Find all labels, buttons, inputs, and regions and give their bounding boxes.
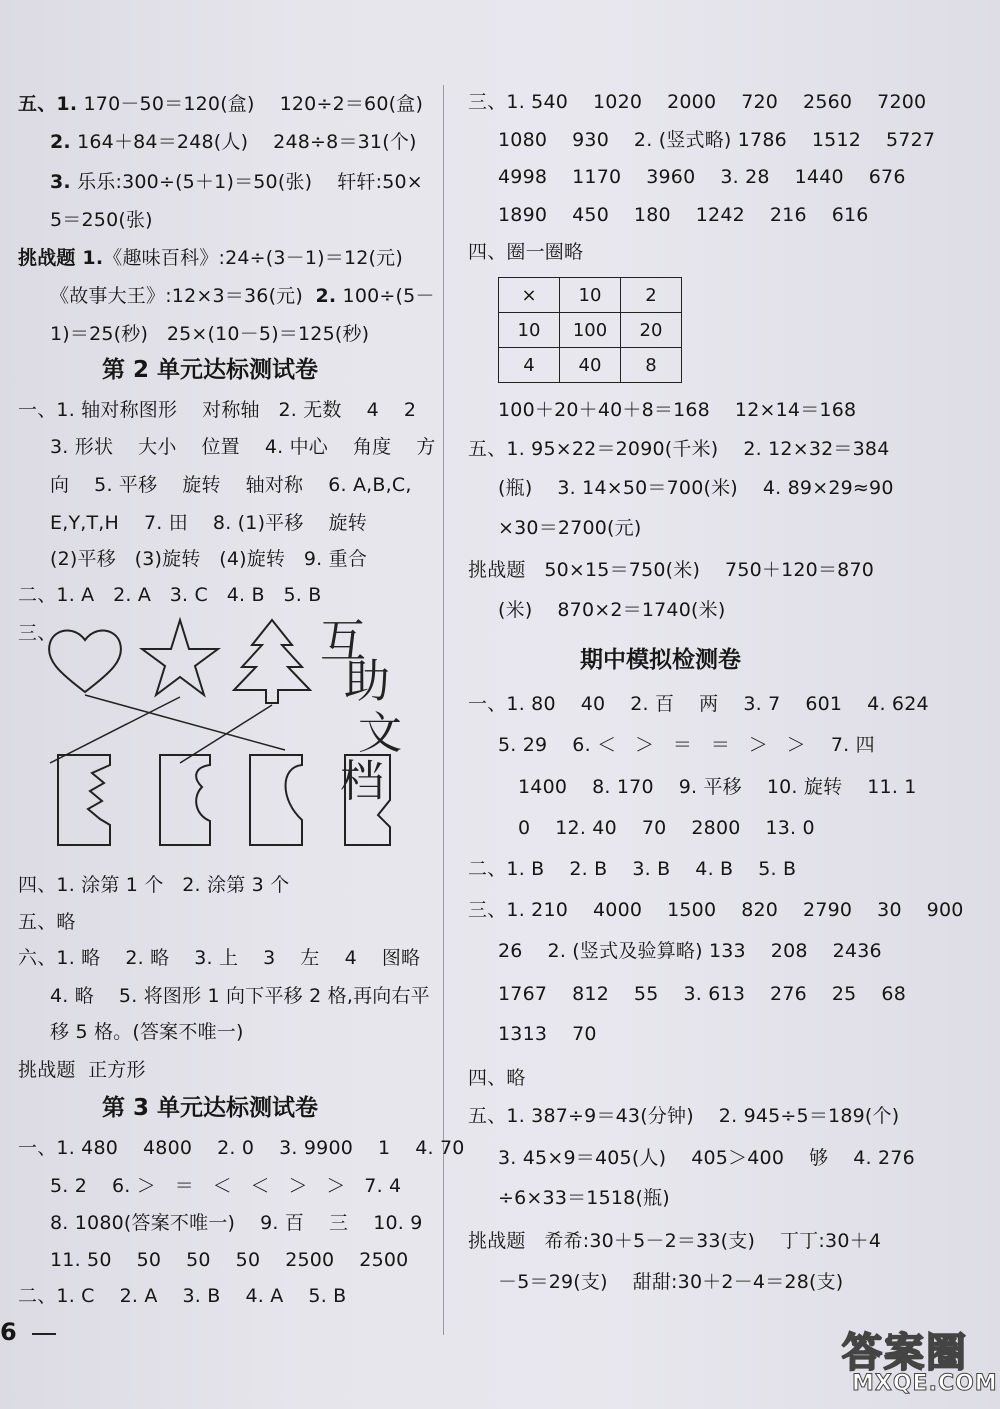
bracket-piece — [160, 755, 210, 845]
midterm-line-6: 三、1. 210 4000 1500 820 2790 30 900 — [468, 899, 964, 921]
table-cell: 2 — [621, 278, 682, 313]
midterm-title: 期中模拟检测卷 — [580, 647, 741, 673]
table-row — [499, 348, 682, 383]
table-cell: 40 — [560, 348, 621, 383]
unit-3-title: 第 3 单元达标测试卷 — [102, 1095, 319, 1121]
unit3-line-3: 8. 1080(答案不唯一) 9. 百 三 10. 9 — [50, 1212, 423, 1234]
right-line-11: (米) 870×2＝1740(米) — [498, 599, 726, 621]
unit2-line-7: 三、 — [18, 622, 57, 644]
table-cell: 100 — [560, 313, 621, 348]
table-row — [499, 313, 682, 348]
page-number-dash — [32, 1333, 56, 1335]
curve-piece — [250, 755, 302, 845]
unit2-line-2: 3. 形状 大小 位置 4. 中心 角度 方 — [50, 436, 436, 458]
midterm-line-13: ÷6×33＝1518(瓶) — [498, 1187, 670, 1209]
unit-2-title: 第 2 单元达标测试卷 — [102, 357, 319, 383]
right-line-4: 1890 450 180 1242 216 616 — [498, 204, 869, 226]
unit2-line-4: E,Y,T,H 7. 田 8. (1)平移 旋转 — [50, 512, 367, 534]
right-line-9: ×30＝2700(元) — [498, 517, 642, 539]
right-line-10: 挑战题 50×15＝750(米) 750＋120＝870 — [468, 559, 875, 581]
right-line-7: 五、1. 95×22＝2090(千米) 2. 12×32＝384 — [468, 438, 890, 460]
zigzag-piece — [58, 755, 110, 845]
midterm-line-5: 二、1. B 2. B 3. B 4. B 5. B — [468, 858, 797, 880]
unit2-line-1: 一、1. 轴对称图形 对称轴 2. 无数 4 2 — [18, 399, 417, 421]
right-line-6: 100＋20＋40＋8＝168 12×14＝168 — [498, 399, 857, 421]
star-shape — [142, 620, 218, 695]
left-line-5: 挑战题 1.《趣味百科》:24÷(3－1)＝12(元) — [18, 247, 403, 269]
heart-shape — [49, 630, 121, 692]
midterm-line-7: 26 2. (竖式及验算略) 133 208 2436 — [498, 940, 882, 962]
unit2-line-10: 六、1. 略 2. 略 3. 上 3 左 4 图略 — [18, 947, 421, 969]
unit2-line-8: 四、1. 涂第 1 个 2. 涂第 3 个 — [18, 874, 290, 896]
left-line-4: 5＝250(张) — [50, 209, 153, 231]
right-line-5: 四、圈一圈略 — [468, 241, 584, 263]
unit3-line-4: 11. 50 50 50 50 2500 2500 — [50, 1249, 409, 1271]
unit2-line-12: 移 5 格。(答案不唯一) — [50, 1021, 244, 1043]
midterm-line-10: 四、略 — [468, 1067, 526, 1089]
left-line-1: 五、1. 170－50＝120(盒) 120÷2＝60(盒) — [18, 93, 424, 115]
handwriting-char: 助 — [344, 654, 390, 708]
right-line-8: (瓶) 3. 14×50＝700(米) 4. 89×29≈90 — [498, 477, 894, 499]
unit2-line-5: (2)平移 (3)旋转 (4)旋转 9. 重合 — [50, 548, 368, 570]
unit2-line-3: 向 5. 平移 旋转 轴对称 6. A,B,C, — [50, 474, 412, 496]
left-line-3: 3. 乐乐:300÷(5＋1)＝50(张) 轩轩:50× — [50, 171, 423, 193]
unit2-line-13: 挑战题 正方形 — [18, 1059, 146, 1081]
table-cell: 10 — [560, 278, 621, 313]
match-line — [85, 695, 285, 750]
handwriting-overlay — [318, 605, 408, 805]
handwriting-char: 文 — [358, 708, 402, 759]
table-cell: 4 — [499, 348, 560, 383]
midterm-line-4: 0 12. 40 70 2800 13. 0 — [518, 817, 815, 839]
midterm-line-9: 1313 70 — [498, 1023, 597, 1045]
watermark-url: MXQE.COM — [852, 1371, 998, 1396]
unit3-line-2: 5. 2 6. ＞ ＝ ＜ ＜ ＞ ＞ 7. 4 — [50, 1175, 402, 1197]
table-cell: × — [499, 278, 560, 313]
left-line-7: 1)＝25(秒) 25×(10－5)＝125(秒) — [50, 323, 370, 345]
left-line-6: 《故事大王》:12×3＝36(元) 2. 100÷(5－ — [50, 285, 435, 307]
watermark-text: 答案圈 — [842, 1330, 968, 1376]
unit3-line-5: 二、1. C 2. A 3. B 4. A 5. B — [18, 1285, 347, 1307]
right-line-3: 4998 1170 3960 3. 28 1440 676 — [498, 166, 906, 188]
table-cell: 10 — [499, 313, 560, 348]
unit2-line-9: 五、略 — [18, 911, 76, 933]
right-line-2: 1080 930 2. (竖式略) 1786 1512 5727 — [498, 129, 936, 151]
table-cell: 8 — [621, 348, 682, 383]
multiplication-grid — [498, 277, 682, 383]
handwriting-char: 互 — [320, 614, 366, 668]
midterm-line-15: －5＝29(支) 甜甜:30＋2－4＝28(支) — [498, 1271, 844, 1293]
match-line — [50, 697, 180, 763]
midterm-line-14: 挑战题 希希:30＋5－2＝33(支) 丁丁:30＋4 — [468, 1230, 882, 1252]
unit2-line-6: 二、1. A 2. A 3. C 4. B 5. B — [18, 584, 322, 606]
handwriting-char: 档 — [340, 756, 384, 807]
midterm-line-3: 1400 8. 170 9. 平移 10. 旋转 11. 1 — [518, 776, 917, 798]
midterm-line-8: 1767 812 55 3. 613 276 25 68 — [498, 983, 906, 1005]
midterm-line-11: 五、1. 387÷9＝43(分钟) 2. 945÷5＝189(个) — [468, 1105, 900, 1127]
page-number: 6 — [0, 1318, 17, 1346]
tree-shape — [234, 620, 310, 703]
midterm-line-2: 5. 29 6. ＜ ＞ ＝ ＝ ＞ ＞ 7. 四 — [498, 734, 875, 756]
midterm-line-1: 一、1. 80 40 2. 百 两 3. 7 601 4. 624 — [468, 693, 929, 715]
left-line-2: 2. 164＋84＝248(人) 248÷8＝31(个) — [50, 131, 417, 153]
right-line-1: 三、1. 540 1020 2000 720 2560 7200 — [468, 91, 927, 113]
unit3-line-1: 一、1. 480 4800 2. 0 3. 9900 1 4. 70 — [18, 1137, 465, 1159]
watermark-logo — [842, 1321, 998, 1401]
midterm-line-12: 3. 45×9＝405(人) 405＞400 够 4. 276 — [498, 1147, 915, 1169]
table-cell: 20 — [621, 313, 682, 348]
table-row — [499, 278, 682, 313]
unit2-line-11: 4. 略 5. 将图形 1 向下平移 2 格,再向右平 — [50, 985, 430, 1007]
